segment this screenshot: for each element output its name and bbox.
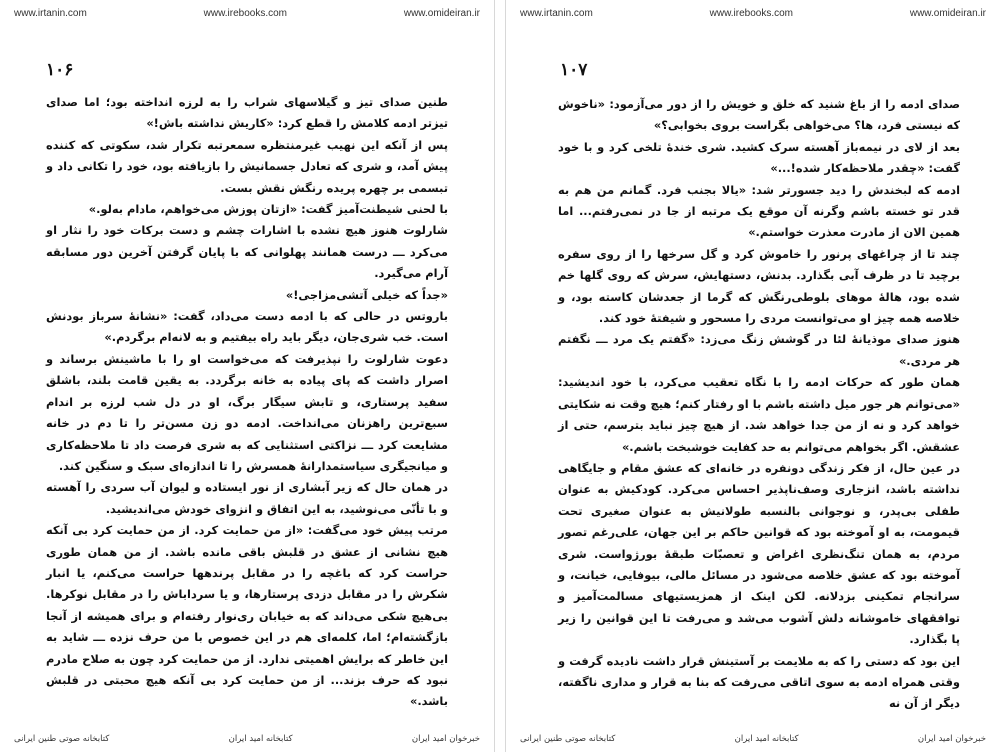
paragraph: طنین صدای تیز و گیلاسهای شراب را به لرزه انداخته بود؛ اما صدای تیزتر ادمه کلامش را قطع کرد: «کاریش نداشته باش!»: [46, 95, 448, 131]
header-link-omideiran[interactable]: www.omideiran.ir: [403, 7, 480, 19]
paragraph: در همان حال که زیر آبشاری از نور ایستاده و لیوان آب سردی را آهسته و با تأنّی می‌نوشید، به این اتفاق و انزوای خودش می‌اندیشید.: [46, 480, 448, 516]
footer-text: کتابخانه امید ایران: [228, 734, 293, 744]
page-header: [520, 5, 986, 21]
paragraph: ادمه که لبخندش را دید جسورتر شد: «یالا بجنب فرد. گمانم من هم به قدر تو خسته باشم وگرنه آن موقع یک مرتبه از جا در نمی‌رفتم... اما همین الان از مادرت معذرت خواستم.»: [558, 182, 960, 240]
page-body: [46, 92, 448, 713]
paragraph: صدای ادمه را از باغ شنید که خلق و خویش را از دور می‌آزمود: «ناخوش که نیستی فرد، ها؟ می‌خواهی بگراست بروی بخوابی؟»: [558, 97, 960, 133]
header-link-irtanin[interactable]: www.irtanin.com: [14, 7, 87, 19]
footer-text: خبرخوان امید ایران: [411, 734, 480, 744]
paragraph: هنوز صدای موذیانهٔ لئا در گوشش زنگ می‌زد: «گفتم یک مرد ـــ نگفتم هر مردی.»: [558, 332, 960, 368]
left-page: [0, 0, 494, 752]
header-link-omideiran[interactable]: www.omideiran.ir: [909, 7, 986, 19]
right-page: [506, 0, 1000, 752]
paragraph: همان طور که حرکات ادمه را با نگاه تعقیب می‌کرد، با خود اندیشید: «می‌توانم هر جور میل داشته باشم با او رفتار کنم؛ هیچ وقت نه شکایتی خواهد کرد و نه از من جدا خواهد شد. از هیچ چیز نباید بترسم، حتی از عشقش. اگر بخواهم می‌توانم به حد کفایت خوشبخت باشم.»: [558, 375, 960, 454]
header-link-irebooks[interactable]: www.irebooks.com: [709, 7, 794, 19]
page-footer: [520, 732, 986, 746]
page-footer: [14, 732, 480, 746]
footer-text: کتابخانه صوتی طنین ایرانی: [520, 734, 616, 744]
footer-text: کتابخانه امید ایران: [734, 734, 799, 744]
header-link-irebooks[interactable]: www.irebooks.com: [203, 7, 288, 19]
footer-text: کتابخانه صوتی طنین ایرانی: [14, 734, 110, 744]
paragraph: با لحنی شیطنت‌آمیز گفت: «ازتان پوزش می‌خواهم، مادام به‌لو.»: [88, 202, 448, 217]
paragraph: «جداً که خیلی آتشی‌مزاجی!»: [285, 287, 448, 302]
paragraph: مرتب پیش خود می‌گفت: «از من حمایت کرد. از من حمایت کرد بی آنکه هیچ نشانی از عشق در قلبش باقی مانده باشد. از من همان طوری حراست کرد که باغچه را در مقابل پرندهها حراست می‌کنم، یا انبار شکرش را در مقابل دزدی پرستارها، و یا سرداباش را در مقابل نوکرها. بی‌هیچ شکی می‌داند که به خیابان ری‌نوار رفته‌ام و برای همیشه از آنجا بازگشته‌ام؛ اما، کلمه‌ای هم در این خصوص با من حرف نزده ـــ شاید به این خاطر که برایش اهمیتی ندارد. از من حمایت کرد چون به صلاح مادرم نبود که حرف بزند... از من حمایت کرد بی آنکه هیچ محبتی در قلبش باشد.»: [46, 523, 448, 709]
footer-text: خبرخوان امید ایران: [917, 734, 986, 744]
paragraph: باروتس در حالی که با ادمه دست می‌داد، گفت: «نشانهٔ سرباز بودنش است. خب شری‌جان، دیگر باید راه بیفتیم و به لانه‌ام برگردم.»: [46, 309, 448, 345]
paragraph: چند تا از چراغهای پرنور را خاموش کرد و گل سرخها را از روی سفره برچید تا در ظرف آبی بگذارد. بدنش، دستهایش، سرش که روی گلها خم شده بود، هالهٔ موهای بلوطی‌رنگش که گرما از جعدشان کاسته بود، و خلاصه همه چیز او می‌توانست مردی را مسحور و شیفتهٔ خود کند.: [558, 246, 960, 326]
page-body: [558, 94, 960, 715]
paragraph: دعوت شارلوت را نپذیرفت که می‌خواست او را با ماشینش برساند و اصرار داشت که پای پیاده به خانه برگردد. به یقین قامت بلند، باشلق سفید پرستاری، و تابش سیگار برگ، او در دل شب لرزه بر اندام سبع‌ترین راهزنان می‌انداخت. ادمه دو زن مسن‌تر را تا دم در خانه مشایعت کرد ـــ نزاکتی استثنایی که به شری فرصت داد تا ملاحظه‌کاری و میانجیگری سیاستمدارانهٔ همسرش را تا اندازه‌ای سبک و سنگین کند.: [46, 351, 448, 473]
paragraph: پس از آنکه این نهیب غیرمنتظره سمعرتبه تکرار شد، سکوتی که کننده پیش آمد، و شری که تعادل جسمانیش را بازیافته بود، خود را تکانی داد و تبسمی بر چهره پریده رنگش نقش بست.: [46, 137, 448, 195]
page-header: [14, 5, 480, 21]
paragraph: این بود که دستی را که به ملایمت بر آستینش قرار داشت نادیده گرفت و وقتی همراه ادمه به سوی اتاقی می‌رفت که بنا به قرار و مداری ناگفته، دیگر از آن نه: [558, 653, 960, 711]
header-link-irtanin[interactable]: www.irtanin.com: [520, 7, 593, 19]
page-number: ۱۰۷: [560, 60, 588, 80]
paragraph: شارلوت هنوز هیچ نشده با اشارات چشم و دست برکات خود را نثار او می‌کرد ـــ درست همانند پهلوانی که با پایان گرفتن آخرین دور مسابقه آرام می‌گیرد.: [46, 223, 448, 281]
book-gutter: [494, 0, 506, 752]
paragraph: در عین حال، از فکر زندگی دونفره در خانه‌ای که عشق مقام و جایگاهی نداشته باشد، انزجاری وصف‌ناپذیر احساس می‌کرد. کودکیش به عنوان طفلی بی‌پدر، و نوجوانی بالنسبه طولانیش به عنوان صغیری تحت قیمومت، به او آموخته بود که قوانین حاکم بر این جهان، علی‌رغم تصور مردم، به همان تنگ‌نظری اغراض و تعصبّات طبقهٔ بورژواست. شری آموخته بود که عشق خلاصه می‌شود در مسائل مالی، بیوفایی، خیانت، و سرانجام تمکینی بزدلانه. لکن اینک از همزیستیهای مسالمت‌آمیز و توافقهای خاموشانه دلش آشوب می‌شد و می‌رفت تا این قوانین را زیر پا بگذارد.: [558, 460, 960, 647]
page-number: ۱۰۶: [46, 60, 74, 80]
paragraph: بعد از لای در نیمه‌باز آهسته سرک کشید. شری خندهٔ تلخی کرد و با خود گفت: «چقدر ملاحظه‌کار شده!...»: [558, 139, 960, 176]
